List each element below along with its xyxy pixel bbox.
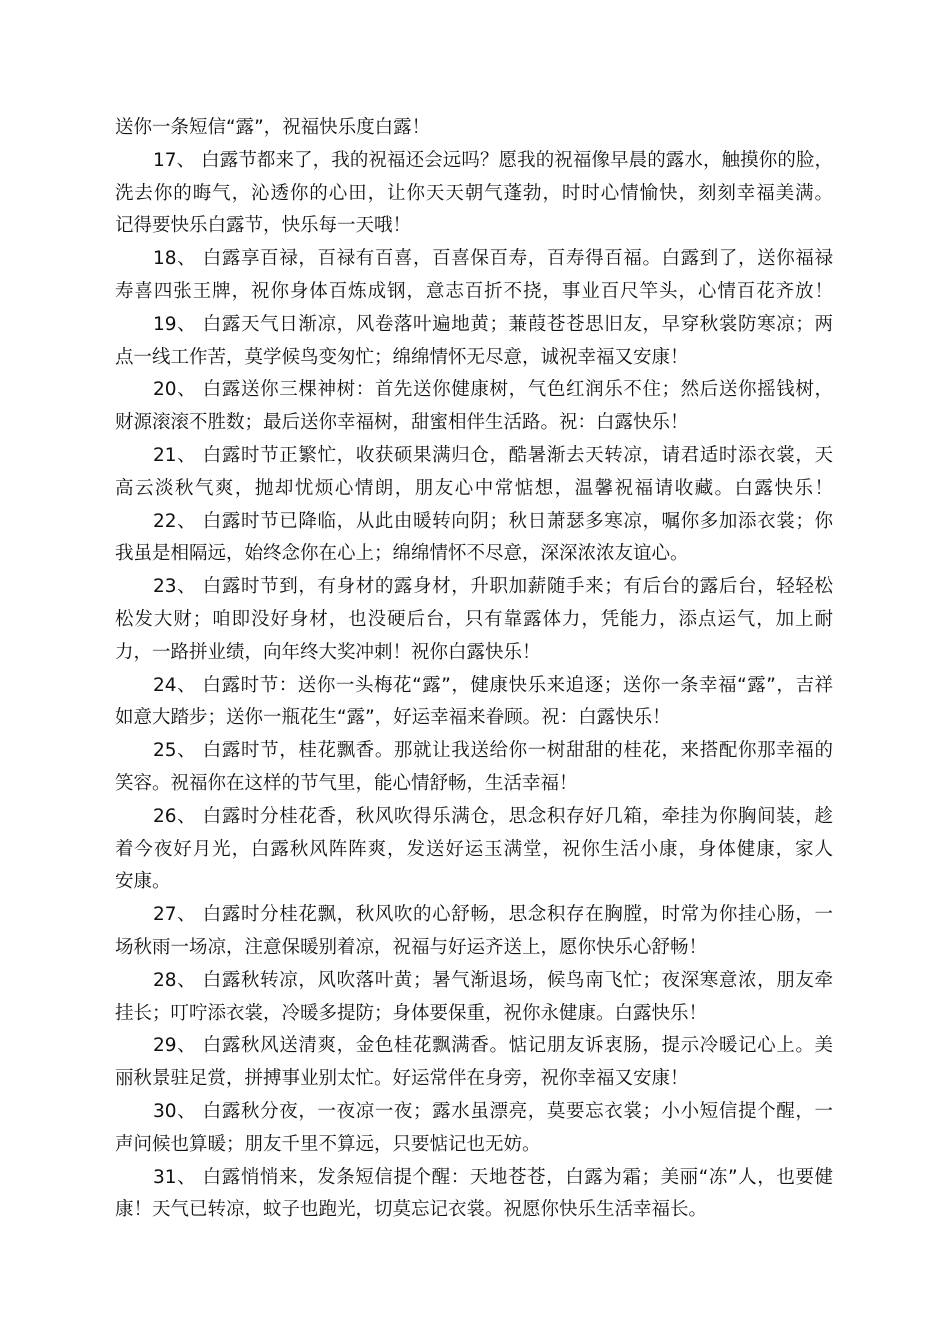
text-line: 21、 白露时节正繁忙，收获硕果满归仓，酷暑渐去天转凉，请君适时添衣裳，天: [153, 444, 833, 466]
text-line: 点一线工作苦，莫学候鸟变匆忙；绵绵情怀无尽意，诚祝幸福又安康！: [115, 346, 689, 368]
text-line: 我虽是相隔远，始终念你在心上；绵绵情怀不尽意，深深浓浓友谊心。: [115, 543, 689, 565]
text-line: 23、 白露时节到，有身材的露身材，升职加薪随手来；有后台的露后台，轻轻松: [153, 576, 833, 598]
text-line: 31、 白露悄悄来，发条短信提个醒：天地苍苍，白露为霜；美丽“冻”人，也要健: [153, 1166, 833, 1188]
text-line: 记得要快乐白露节，快乐每一天哦！: [115, 215, 412, 237]
text-line: 洗去你的晦气，沁透你的心田，让你天天朝气蓬勃，时时心情愉快，刻刻幸福美满。: [115, 182, 833, 204]
text-line: 康！天气已转凉，蚊子也跑光，切莫忘记衣裳。祝愿你快乐生活幸福长。: [115, 1199, 708, 1221]
text-line: 挂长；叮咛添衣裳，冷暖多提防；身体要保重，祝你永健康。白露快乐！: [115, 1002, 708, 1024]
text-line: 着今夜好月光，白露秋风阵阵爽，发送好运玉满堂，祝你生活小康，身体健康，家人: [115, 838, 833, 860]
text-line: 28、 白露秋转凉，风吹落叶黄；暑气渐退场，候鸟南飞忙；夜深寒意浓，朋友牵: [153, 969, 833, 991]
text-line: 25、 白露时节，桂花飘香。那就让我送给你一树甜甜的桂花，来搭配你那幸福的: [153, 740, 833, 762]
text-line: 19、 白露天气日渐凉，风卷落叶遍地黄；蒹葭苍苍思旧友，早穿秋裳防寒凉；两: [153, 313, 833, 335]
text-line: 场秋雨一场凉，注意保暖别着凉，祝福与好运齐送上，愿你快乐心舒畅！: [115, 936, 708, 958]
text-line: 30、 白露秋分夜，一夜凉一夜；露水虽漂亮，莫要忘衣裳；小小短信提个醒，一: [153, 1100, 833, 1122]
text-line: 29、 白露秋风送清爽，金色桂花飘满香。惦记朋友诉衷肠，提示冷暖记心上。美: [153, 1035, 833, 1057]
text-line: 22、 白露时节已降临，从此由暖转向阴；秋日萧瑟多寒凉，嘱你多加添衣裳；你: [153, 510, 833, 532]
text-line: 27、 白露时分桂花飘，秋风吹的心舒畅，思念积存在胸膛，时常为你挂心肠，一: [153, 904, 833, 926]
text-line: 18、 白露享百禄，百禄有百喜，百喜保百寿，百寿得百福。白露到了，送你福禄: [153, 248, 833, 270]
document-body: [115, 112, 833, 1227]
text-line: 笑容。祝福你在这样的节气里，能心情舒畅，生活幸福！: [115, 772, 578, 794]
text-line: 力，一路拼业绩，向年终大奖冲刺！祝你白露快乐！: [115, 641, 541, 663]
text-line: 声问候也算暖；朋友千里不算远，只要惦记也无妨。: [115, 1133, 541, 1155]
text-line: 松发大财；咱即没好身材，也没硬后台，只有靠露体力，凭能力，添点运气，加上耐: [115, 608, 833, 630]
text-line: 17、 白露节都来了，我的祝福还会远吗？愿我的祝福像早晨的露水，触摸你的脸，: [153, 149, 833, 171]
text-line: 财源滚滚不胜数；最后送你幸福树，甜蜜相伴生活路。祝：白露快乐！: [115, 412, 689, 434]
text-line: 如意大踏步；送你一瓶花生“露”，好运幸福来眷顾。祝：白露快乐！: [115, 707, 671, 729]
text-line: 寿喜四张王牌，祝你身体百炼成钢，意志百折不挠，事业百尺竿头，心情百花齐放！: [115, 280, 833, 302]
text-line: 26、 白露时分桂花香，秋风吹得乐满仓，思念积存好几箱，牵挂为你胸间装，趁: [153, 805, 833, 827]
text-line: 20、 白露送你三棵神树：首先送你健康树，气色红润乐不住；然后送你摇钱树，: [153, 379, 833, 401]
text-line: 安康。: [115, 871, 171, 893]
text-line: 24、 白露时节：送你一头梅花“露”，健康快乐来追逐；送你一条幸福“露”，吉祥: [153, 674, 833, 696]
text-line: 高云淡秋气爽，抛却忧烦心情朗，朋友心中常惦想，温馨祝福请收藏。白露快乐！: [115, 477, 833, 499]
text-line: 送你一条短信“露”，祝福快乐度白露！: [115, 117, 431, 138]
text-line: 丽秋景驻足赏，拼搏事业别太忙。好运常伴在身旁，祝你幸福又安康！: [115, 1068, 689, 1090]
